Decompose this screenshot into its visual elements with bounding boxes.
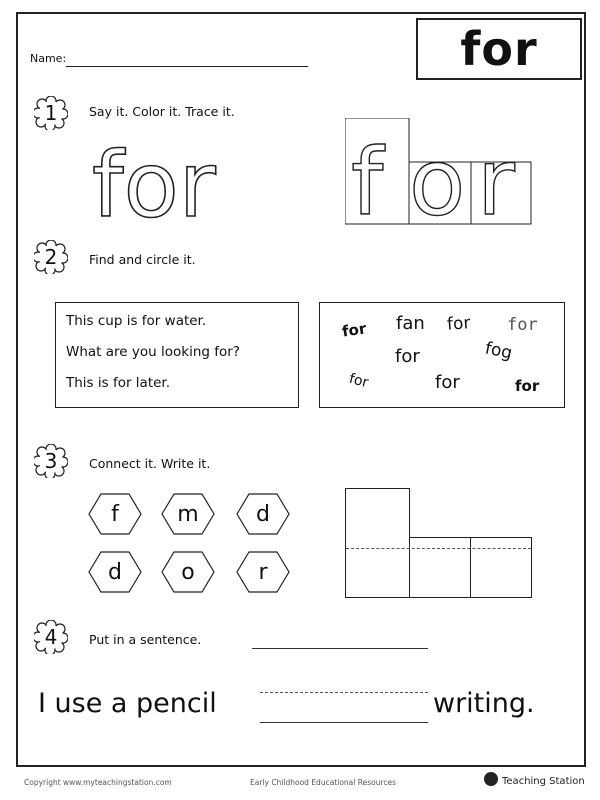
step-number: 3 (44, 449, 58, 473)
step-number: 4 (44, 625, 58, 649)
name-label: Name: (30, 52, 67, 65)
hex-letter: d (256, 501, 270, 527)
write-guide-line (346, 548, 531, 549)
step-3-badge (34, 444, 68, 478)
cloud-word[interactable]: for (446, 313, 472, 335)
cloud-word[interactable]: fog (483, 338, 514, 364)
write-box-1[interactable] (345, 488, 410, 598)
hex-letter: r (258, 559, 268, 585)
cloud-word[interactable]: for (435, 372, 460, 393)
cloud-word[interactable]: for (347, 370, 370, 392)
cloud-word[interactable]: for (395, 346, 420, 367)
teaching-station-logo-icon (484, 772, 498, 786)
write-box-2[interactable] (409, 537, 471, 598)
letter-hexagon[interactable] (236, 493, 290, 535)
step-number: 2 (44, 245, 58, 269)
footer-brand: Teaching Station (502, 776, 585, 787)
step-4-badge (34, 620, 68, 654)
step-4-instruction: Put in a sentence. (89, 632, 202, 647)
sentence-guide-line (260, 692, 428, 693)
trace-letter-r: r (477, 129, 515, 228)
trace-word-area[interactable] (345, 118, 535, 232)
cloud-word[interactable]: fan (396, 313, 425, 334)
hex-letter: m (177, 501, 199, 527)
footer-center: Early Childhood Educational Resources (250, 778, 397, 787)
letter-hexagon[interactable] (236, 551, 290, 593)
hex-letter: f (111, 501, 119, 527)
name-field[interactable] (66, 66, 308, 67)
sentence-end: writing. (433, 688, 535, 719)
trace-letter-o: o (409, 129, 466, 228)
letter-hexagon[interactable] (88, 493, 142, 535)
outline-word-text: for (92, 133, 216, 228)
step-2-badge (34, 240, 68, 274)
hex-letter: o (181, 559, 195, 585)
letter-hexagon[interactable] (161, 551, 215, 593)
step-1-instruction: Say it. Color it. Trace it. (89, 104, 235, 119)
cloud-word[interactable]: for (340, 319, 368, 341)
sentence-blank-top[interactable] (252, 648, 428, 649)
target-word-box: for (416, 18, 582, 80)
cloud-word[interactable]: for (515, 377, 540, 395)
word-cloud-box (319, 302, 565, 408)
step-1-badge (34, 96, 68, 130)
hex-letter: d (108, 559, 122, 585)
step-number: 1 (44, 101, 58, 125)
sentence-2[interactable]: What are you looking for? (66, 344, 240, 360)
step-3-instruction: Connect it. Write it. (89, 456, 211, 471)
letter-hexagon[interactable] (88, 551, 142, 593)
sentences-box (55, 302, 299, 408)
sentence-1[interactable]: This cup is for water. (66, 313, 207, 329)
step-2-instruction: Find and circle it. (89, 252, 196, 267)
sentence-start: I use a pencil (38, 688, 217, 719)
trace-letter-f: f (351, 129, 384, 228)
letter-hexagon[interactable] (161, 493, 215, 535)
cloud-word[interactable]: for (507, 315, 538, 335)
colorable-word[interactable] (92, 128, 242, 232)
footer-copyright: Copyright www.myteachingstation.com (24, 778, 172, 787)
sentence-3[interactable]: This is for later. (66, 375, 171, 391)
write-box-3[interactable] (470, 537, 532, 598)
sentence-blank[interactable] (260, 722, 428, 723)
